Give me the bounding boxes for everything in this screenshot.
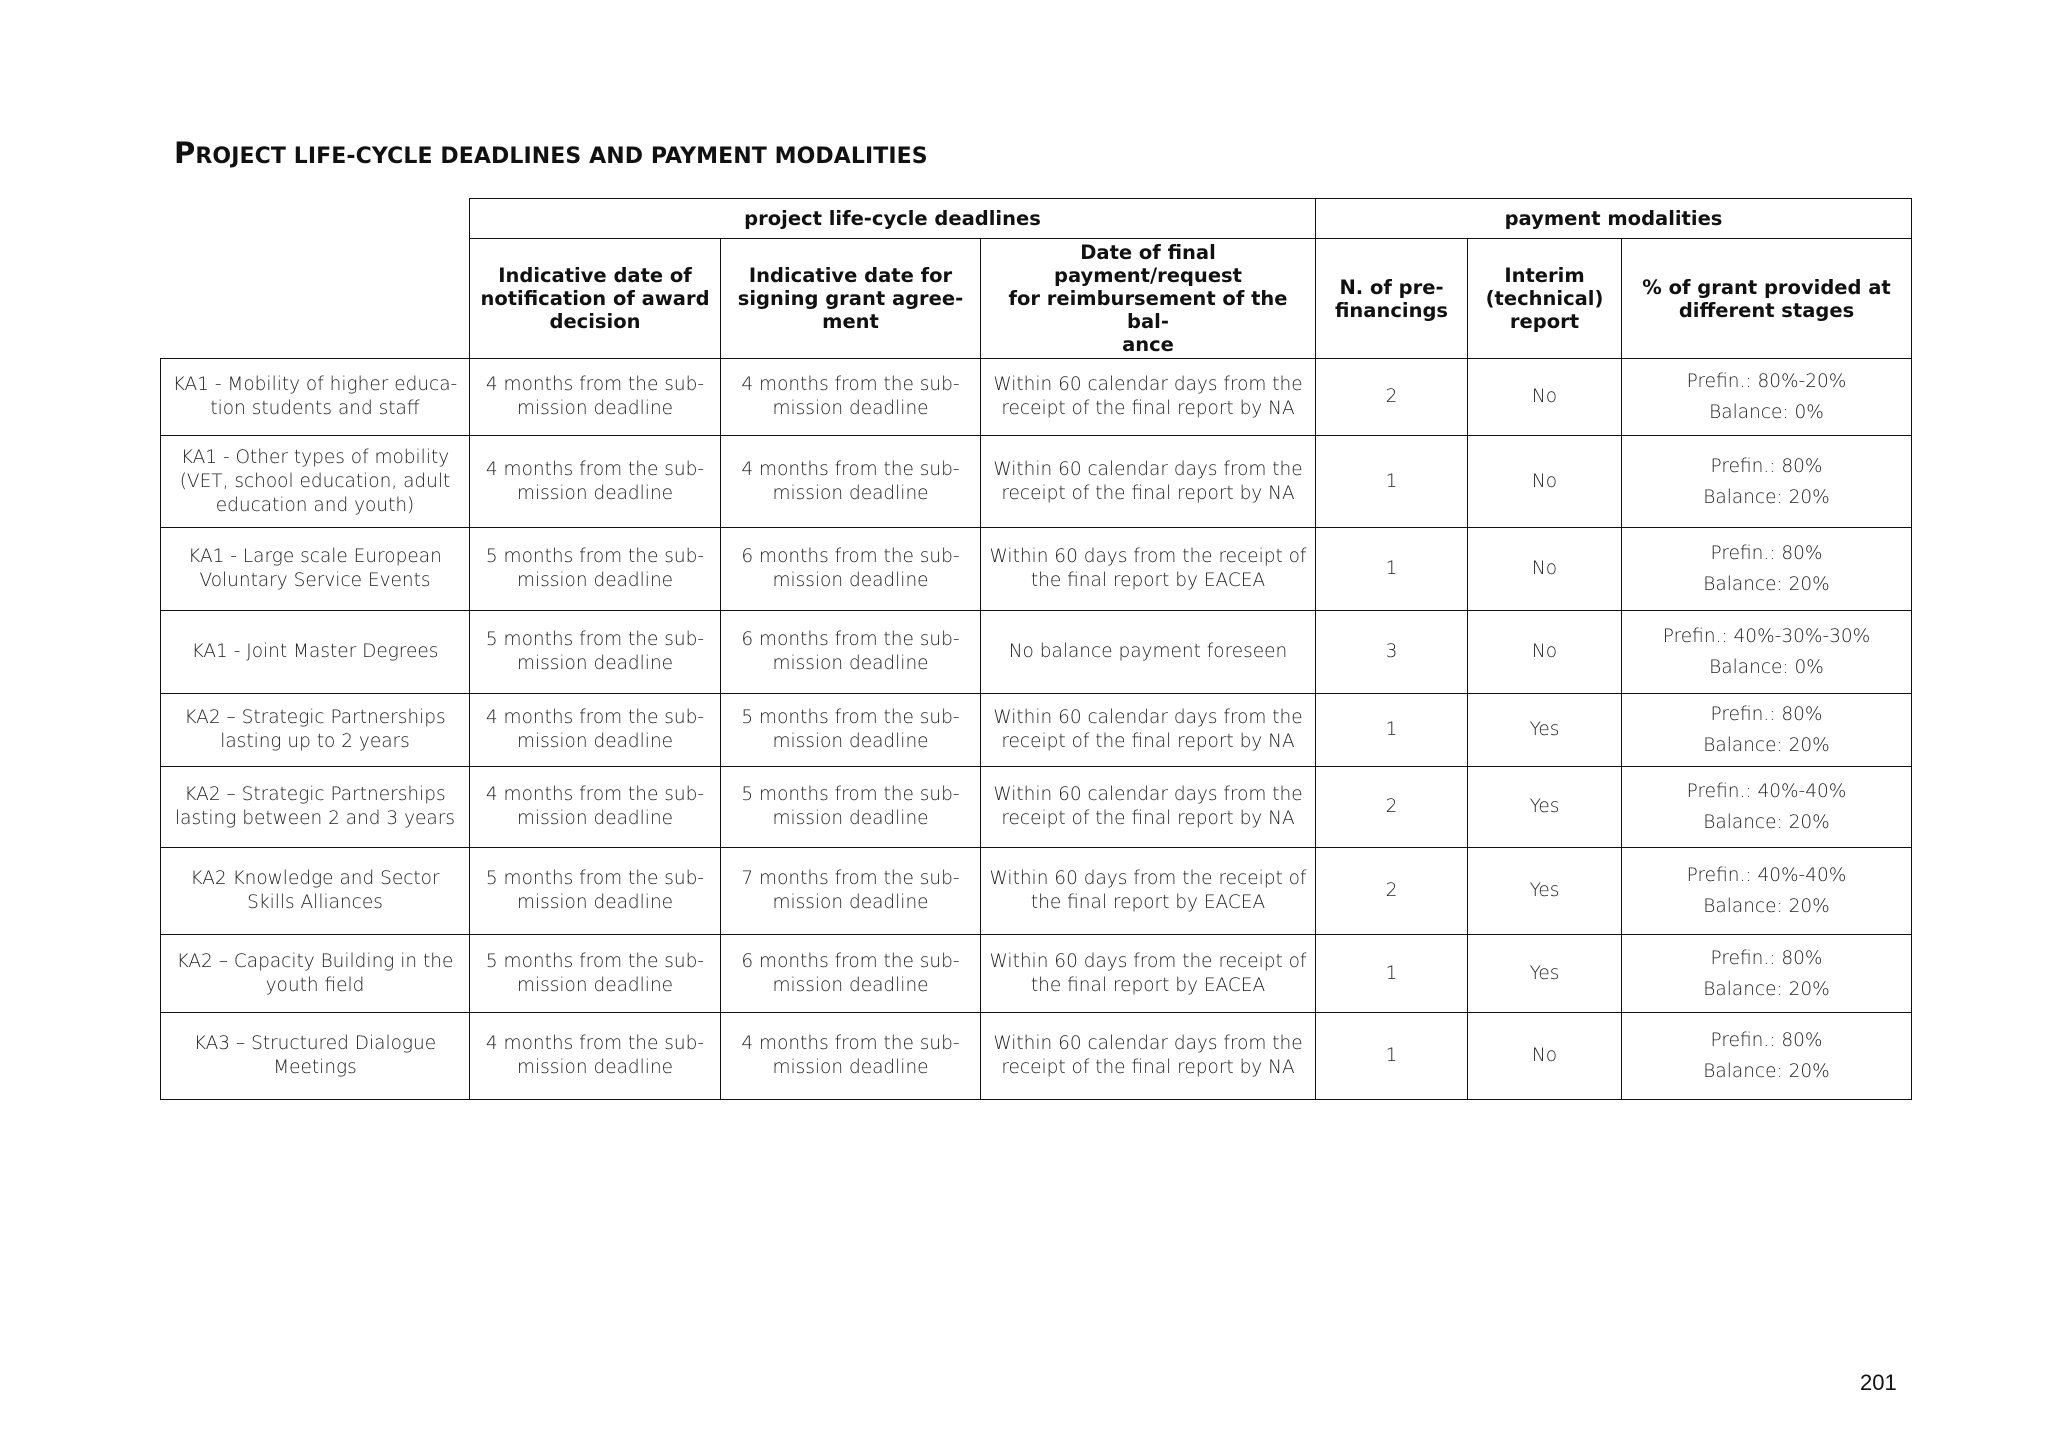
notification-cell: 5 months from the sub- mission deadline [470,848,721,935]
interim-cell: Yes [1468,935,1622,1013]
col-header-notification: Indicative date of notification of award decision [470,239,721,359]
final-payment-cell: Within 60 calendar days from the receipt of the final report by NA [981,359,1316,436]
table-row [161,611,1912,694]
balance-text: Balance: 20% [1703,486,1830,508]
col-header-prefinancings: N. of pre- financings [1316,239,1468,359]
prefinancings-cell: 1 [1316,1013,1468,1100]
notification-cell: 5 months from the sub- mission deadline [470,528,721,611]
grant-percent-cell [1622,694,1912,767]
final-payment-cell: Within 60 calendar days from the receipt of the final report by NA [981,436,1316,528]
interim-cell: Yes [1468,767,1622,848]
balance-text: Balance: 0% [1709,657,1824,678]
col-header-grant-percent: % of grant provided at different stages [1622,239,1912,359]
notification-cell: 4 months from the sub- mission deadline [470,1013,721,1100]
final-payment-cell: Within 60 calendar days from the receipt of the final report by NA [981,767,1316,848]
prefin-text: Prefin.: 40%-40% [1686,865,1847,886]
table-row [161,1013,1912,1100]
table-row [161,359,1912,436]
prefinancings-cell: 2 [1316,767,1468,848]
signing-cell: 4 months from the sub- mission deadline [721,1013,981,1100]
deadlines-payments-table [160,198,1912,1100]
prefin-text: Prefin.: 40%-40% [1686,781,1847,802]
interim-cell: No [1468,528,1622,611]
interim-cell: Yes [1468,848,1622,935]
grant-percent-cell [1622,528,1912,611]
prefinancings-cell: 1 [1316,528,1468,611]
interim-cell: No [1468,436,1622,528]
group-header-deadlines: project life-cycle deadlines [470,199,1316,239]
action-cell: KA1 - Mobility of higher educa- tion students and staff [161,359,470,436]
col-header-signing: Indicative date for signing grant agree- ment [721,239,981,359]
signing-cell: 5 months from the sub- mission deadline [721,694,981,767]
prefinancings-cell: 1 [1316,935,1468,1013]
prefinancings-cell: 1 [1316,436,1468,528]
prefin-text: Prefin.: 80% [1710,704,1823,725]
table-row [161,935,1912,1013]
notification-cell: 5 months from the sub- mission deadline [470,611,721,694]
prefin-text: Prefin.: 80% [1710,1030,1823,1051]
action-cell: KA3 – Structured Dialogue Meetings [161,1013,470,1100]
prefinancings-cell: 3 [1316,611,1468,694]
prefin-text: Prefin.: 80% [1710,947,1823,969]
signing-cell: 6 months from the sub- mission deadline [721,611,981,694]
action-cell: KA2 – Strategic Partnerships lasting up to 2 years [161,694,470,767]
blank-corner-cell [161,199,470,239]
action-cell: KA1 - Other types of mobility (VET, school education, adult education and youth) [161,436,470,528]
balance-text: Balance: 20% [1703,812,1830,833]
balance-text: Balance: 0% [1709,402,1824,423]
balance-text: Balance: 20% [1703,1061,1830,1082]
grant-percent-cell [1622,767,1912,848]
notification-cell: 5 months from the sub- mission deadline [470,935,721,1013]
table-row [161,848,1912,935]
page-title-initial: P [174,136,196,170]
grant-percent-cell [1622,611,1912,694]
final-payment-cell: Within 60 days from the receipt of the final report by EACEA [981,935,1316,1013]
interim-cell: No [1468,359,1622,436]
action-cell: KA2 – Strategic Partnerships lasting between 2 and 3 years [161,767,470,848]
final-payment-cell: Within 60 days from the receipt of the final report by EACEA [981,528,1316,611]
group-header-row [161,199,1912,239]
action-cell: KA2 Knowledge and Sector Skills Alliances [161,848,470,935]
notification-cell: 4 months from the sub- mission deadline [470,359,721,436]
final-payment-cell: No balance payment foreseen [981,611,1316,694]
action-cell: KA2 – Capacity Building in the youth field [161,935,470,1013]
balance-text: Balance: 20% [1703,896,1830,917]
signing-cell: 4 months from the sub- mission deadline [721,436,981,528]
page-title [174,136,928,170]
grant-percent-cell [1622,848,1912,935]
final-payment-cell: Within 60 days from the receipt of the final report by EACEA [981,848,1316,935]
prefinancings-cell: 2 [1316,359,1468,436]
balance-text: Balance: 20% [1703,735,1830,756]
balance-text: Balance: 20% [1703,978,1830,1000]
balance-text: Balance: 20% [1703,574,1830,595]
blank-action-header [161,239,470,359]
interim-cell: Yes [1468,694,1622,767]
grant-percent-cell [1622,359,1912,436]
page-number: 201 [1860,1370,1897,1395]
grant-percent-cell [1622,935,1912,1013]
group-header-payments: payment modalities [1316,199,1912,239]
column-header-row [161,239,1912,359]
notification-cell: 4 months from the sub- mission deadline [470,767,721,848]
interim-cell: No [1468,1013,1622,1100]
signing-cell: 5 months from the sub- mission deadline [721,767,981,848]
signing-cell: 6 months from the sub- mission deadline [721,935,981,1013]
prefinancings-cell: 1 [1316,694,1468,767]
table-row [161,767,1912,848]
final-payment-cell: Within 60 calendar days from the receipt of the final report by NA [981,694,1316,767]
signing-cell: 6 months from the sub- mission deadline [721,528,981,611]
signing-cell: 4 months from the sub- mission deadline [721,359,981,436]
table-row [161,694,1912,767]
action-cell: KA1 - Joint Master Degrees [161,611,470,694]
col-header-final-payment: Date of final payment/request for reimbursement of the bal- ance [981,239,1316,359]
prefin-text: Prefin.: 80% [1710,455,1823,477]
grant-percent-cell [1622,436,1912,528]
prefin-text: Prefin.: 80% [1710,543,1823,564]
prefin-text: Prefin.: 40%-30%-30% [1662,626,1871,647]
table-row [161,528,1912,611]
page-title-rest: ROJECT LIFE-CYCLE DEADLINES AND PAYMENT MODALITIES [195,144,928,169]
notification-cell: 4 months from the sub- mission deadline [470,436,721,528]
interim-cell: No [1468,611,1622,694]
grant-percent-cell [1622,1013,1912,1100]
action-cell: KA1 - Large scale European Voluntary Service Events [161,528,470,611]
notification-cell: 4 months from the sub- mission deadline [470,694,721,767]
col-header-interim: Interim (technical) report [1468,239,1622,359]
prefin-text: Prefin.: 80%-20% [1686,371,1847,392]
signing-cell: 7 months from the sub- mission deadline [721,848,981,935]
table-row [161,436,1912,528]
final-payment-cell: Within 60 calendar days from the receipt of the final report by NA [981,1013,1316,1100]
prefinancings-cell: 2 [1316,848,1468,935]
